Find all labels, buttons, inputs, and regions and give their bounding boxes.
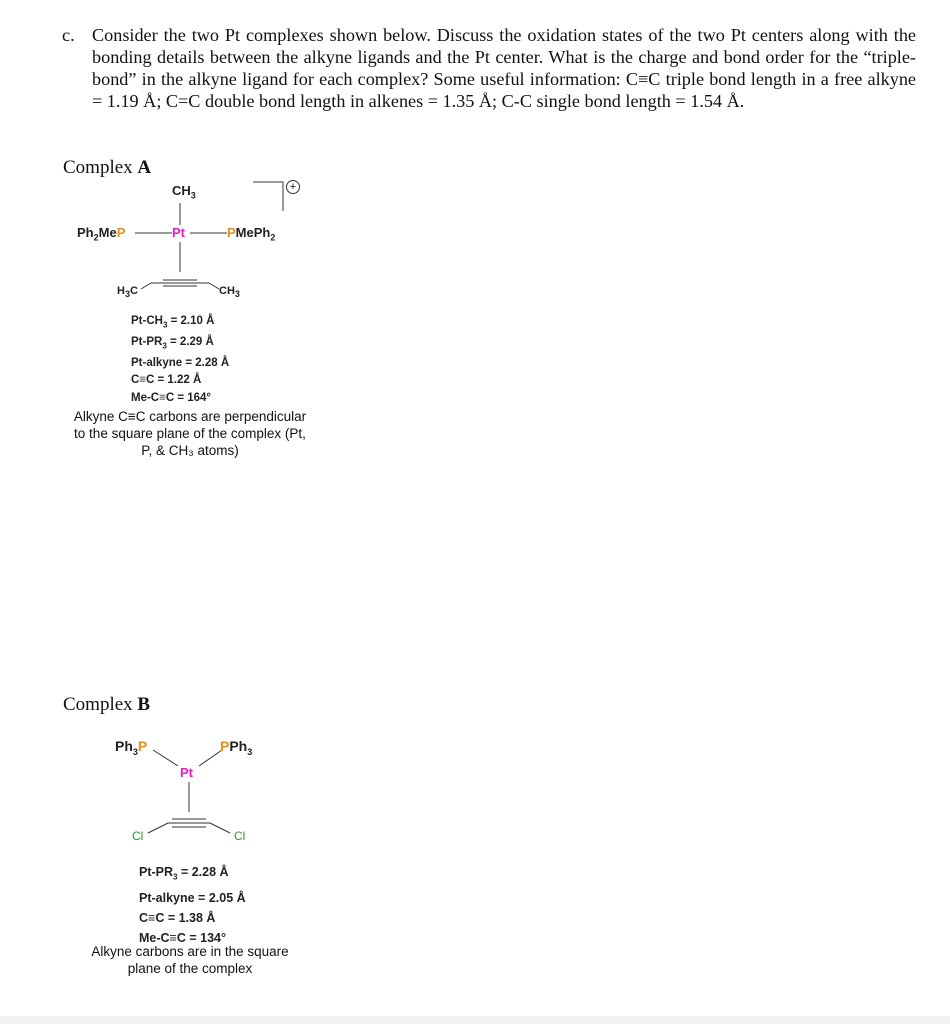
a-positive-charge: +: [286, 180, 300, 194]
a-top-methyl: $CH_3$: [172, 183, 196, 201]
a-data-line-1: $Pt-CH_3 = 2.10$ Å: [131, 315, 215, 330]
complex-a-label: Complex A: [63, 157, 152, 178]
question-label: c.: [62, 25, 75, 45]
b-bond-pt-p-right: [199, 750, 222, 766]
a-bond-left-methyl: [141, 283, 151, 289]
a-data-line-5: Me-C≡C = 164°: [131, 391, 212, 404]
b-data-line-1: $Pt-PR_3 = 2.28$ Å: [139, 865, 229, 882]
a-left-phosphine: $Ph_2MeP$: [77, 225, 126, 243]
b-alkyne-left-chloride: Cl: [132, 829, 144, 843]
b-alkyne-right-chloride: Cl: [234, 829, 246, 843]
a-charge-bracket: [253, 182, 283, 211]
a-platinum-center: Pt: [172, 225, 185, 240]
b-data-line-3: C≡C = 1.38 Å: [139, 910, 216, 925]
b-bond-data: [139, 862, 246, 948]
a-bond-right-methyl: [209, 283, 219, 289]
a-geometry-note: Alkyne C≡C carbons are perpendicular to the square plane of the complex (Pt, P, & CH₃ atoms): [73, 409, 307, 458]
b-data-line-4: Me-C≡C = 134°: [139, 930, 226, 945]
a-data-line-3: Pt-alkyne = 2.28 Å: [131, 356, 230, 369]
b-bond-p-pt-left: [153, 750, 178, 766]
b-left-phosphine: $Ph_3P$: [115, 738, 148, 757]
bottom-edge: [0, 1016, 950, 1024]
b-platinum-center: Pt: [180, 765, 193, 780]
a-bond-data: [131, 313, 229, 407]
b-right-phosphine: PPh$_3$: [220, 738, 253, 757]
question-text: Consider the two Pt complexes shown below. Discuss the oxidation states of the two Pt centers along with the bonding details between the alkyne ligands and the Pt center. What is the charge and bond order for the “triple-bond” in the alkyne ligand for each complex? Some useful information: C≡C triple bond length in a free alkyne = 1.19 Å; C=C double bond length in alkenes = 1.35 Å; C-C single bond length = 1.54 Å.: [92, 25, 916, 111]
b-bond-left-cl: [148, 823, 168, 833]
a-data-line-2: $Pt-PR_3 = 2.29$ Å: [131, 335, 214, 351]
b-geometry-note: Alkyne carbons are in the square plane of the complex: [91, 944, 289, 976]
a-alkyne-left-methyl: $H_3C$: [117, 285, 138, 300]
a-right-phosphine: PMePh$_2$: [227, 225, 276, 243]
b-data-line-2: Pt-alkyne = 2.05 Å: [139, 890, 246, 905]
complex-b-label: Complex B: [63, 694, 151, 715]
a-data-line-4: C≡C = 1.22 Å: [131, 374, 202, 387]
a-alkyne-right-methyl: $CH_3$: [219, 285, 240, 300]
b-bond-right-cl: [210, 823, 230, 833]
